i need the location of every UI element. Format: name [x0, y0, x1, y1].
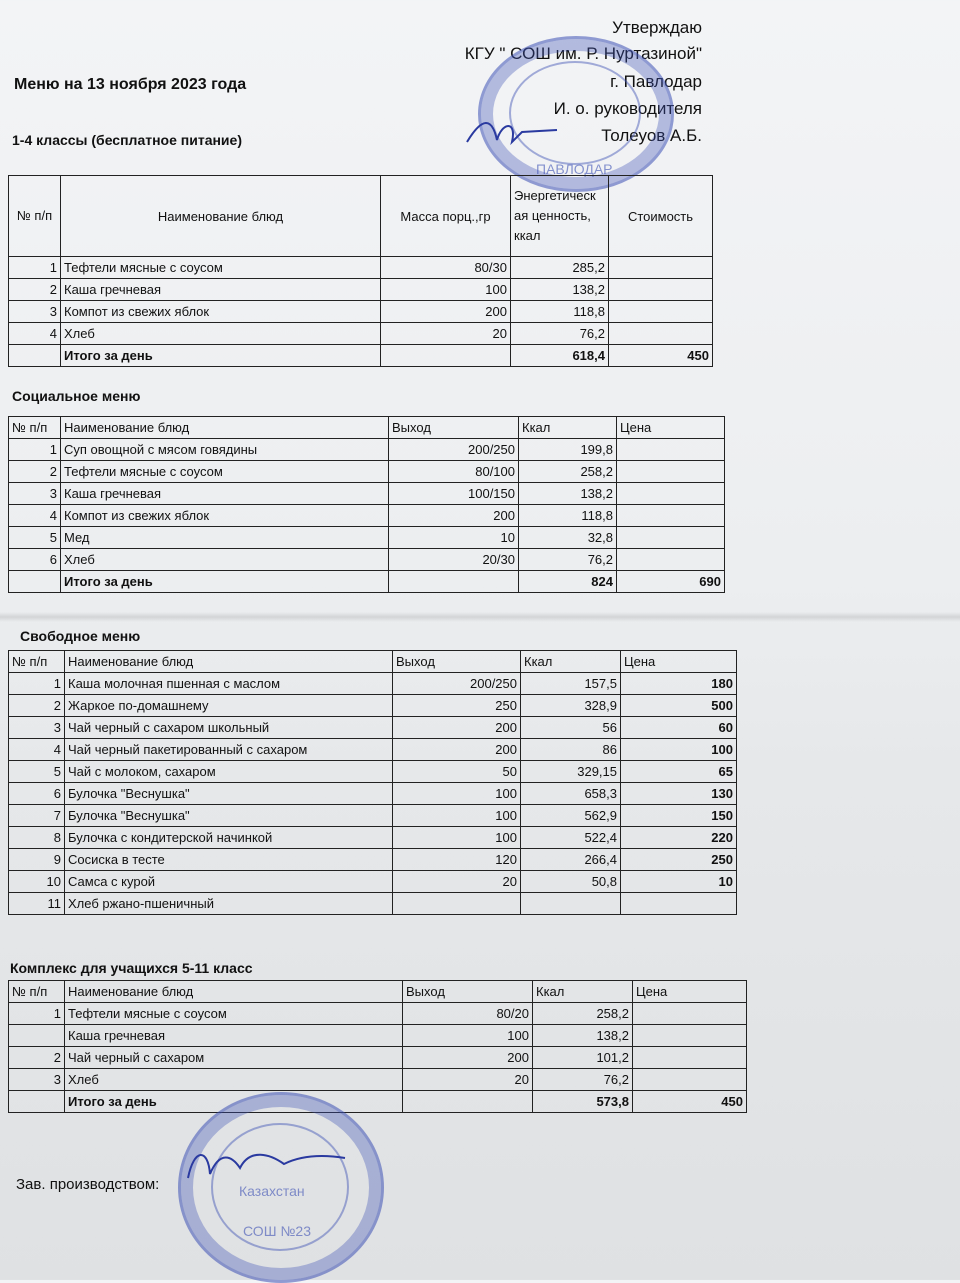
- cell-price: [609, 257, 713, 279]
- cell-out: 80/20: [403, 1003, 533, 1025]
- table-row: [9, 301, 713, 323]
- cell-name: Каша молочная пшенная с маслом: [65, 673, 393, 695]
- cell-n: 3: [9, 483, 61, 505]
- cell-name: Компот из свежих яблок: [61, 301, 381, 323]
- col-header-num: № п/п: [9, 417, 61, 439]
- approval-line-1: Утверждаю: [612, 18, 702, 37]
- col-header-out: Выход: [403, 981, 533, 1003]
- approval-line-3: г. Павлодар: [610, 72, 702, 91]
- table-row: [9, 1025, 747, 1047]
- cell-price: 130: [621, 783, 737, 805]
- table-row: [9, 893, 737, 915]
- cell-out: 20: [403, 1069, 533, 1091]
- cell-n: 4: [9, 323, 61, 345]
- cell-price: 250: [621, 849, 737, 871]
- cell-name: Хлеб: [61, 323, 381, 345]
- col-header-num: № п/п: [9, 981, 65, 1003]
- cell-n: 2: [9, 279, 61, 301]
- col-header-name: Наименование блюд: [61, 417, 389, 439]
- cell-out: 200/250: [389, 439, 519, 461]
- table-row: [9, 849, 737, 871]
- table-row: [9, 717, 737, 739]
- col-header-kcal: Ккал: [533, 981, 633, 1003]
- cell-name: Сосиска в тесте: [65, 849, 393, 871]
- total-price: 450: [633, 1091, 747, 1113]
- cell-name: Булочка с кондитерской начинкой: [65, 827, 393, 849]
- cell-out: 10: [389, 527, 519, 549]
- cell-price: [617, 549, 725, 571]
- signature-top: [462, 112, 562, 152]
- cell-mass: 20: [381, 323, 511, 345]
- cell-n: 1: [9, 1003, 65, 1025]
- cell-price: 180: [621, 673, 737, 695]
- col-header-price: Цена: [617, 417, 725, 439]
- cell-n: 5: [9, 527, 61, 549]
- cell-price: [633, 1069, 747, 1091]
- cell-kcal: 157,5: [521, 673, 621, 695]
- cell-out: 100: [403, 1025, 533, 1047]
- col-header-kcal: Ккал: [521, 651, 621, 673]
- table-row: [9, 505, 725, 527]
- cell-out: [393, 893, 521, 915]
- cell-n: 2: [9, 695, 65, 717]
- cell-price: [617, 439, 725, 461]
- col-header-name: Наименование блюд: [61, 176, 381, 257]
- cell-price: 500: [621, 695, 737, 717]
- table-row: [9, 257, 713, 279]
- cell-kcal: 76,2: [511, 323, 609, 345]
- cell-kcal: 658,3: [521, 783, 621, 805]
- cell-kcal: 138,2: [519, 483, 617, 505]
- cell-out: 20/30: [389, 549, 519, 571]
- cell-name: Мед: [61, 527, 389, 549]
- cell-out: 100: [393, 805, 521, 827]
- cell-kcal: 199,8: [519, 439, 617, 461]
- approval-line-4: И. о. руководителя: [553, 99, 702, 118]
- col-header-kcal: Энергетическ ая ценность, ккал: [511, 176, 609, 257]
- cell-name: Булочка "Веснушка": [65, 783, 393, 805]
- cell-mass: 200: [381, 301, 511, 323]
- cell-mass: 100: [381, 279, 511, 301]
- cell-price: 150: [621, 805, 737, 827]
- cell-kcal: 101,2: [533, 1047, 633, 1069]
- cell-name: Булочка "Веснушка": [65, 805, 393, 827]
- col-header-out: Выход: [393, 651, 521, 673]
- cell-name: Тефтели мясные с соусом: [61, 257, 381, 279]
- free-menu-title: Свободное меню: [20, 628, 141, 644]
- cell-name: Чай черный с сахаром: [65, 1047, 403, 1069]
- table-row: [9, 805, 737, 827]
- cell-kcal: 266,4: [521, 849, 621, 871]
- total-label: Итого за день: [61, 345, 381, 367]
- cell-out: 200: [393, 717, 521, 739]
- cell-name: Жаркое по-домашнему: [65, 695, 393, 717]
- cell-n: 4: [9, 505, 61, 527]
- col-header-price: Цена: [633, 981, 747, 1003]
- cell-kcal: 50,8: [521, 871, 621, 893]
- cell-name: Хлеб ржано-пшеничный: [65, 893, 393, 915]
- cell-kcal: 328,9: [521, 695, 621, 717]
- cell-kcal: [521, 893, 621, 915]
- cell-price: 60: [621, 717, 737, 739]
- cell-out: 20: [393, 871, 521, 893]
- cell-name: Чай с молоком, сахаром: [65, 761, 393, 783]
- cell-price: 100: [621, 739, 737, 761]
- cell-price: [617, 505, 725, 527]
- cell-price: [617, 483, 725, 505]
- cell-n: 5: [9, 761, 65, 783]
- table-row: [9, 1069, 747, 1091]
- cell-kcal: 562,9: [521, 805, 621, 827]
- page-subtitle: 1-4 классы (бесплатное питание): [12, 132, 242, 148]
- stamp-bottom-text: СОШ №23: [243, 1223, 312, 1239]
- cell-n: 3: [9, 717, 65, 739]
- stamp-bottom-inner: Казахстан: [239, 1183, 305, 1199]
- table-row: [9, 695, 737, 717]
- cell-n: 6: [9, 549, 61, 571]
- cell-out: 100/150: [389, 483, 519, 505]
- col-header-name: Наименование блюд: [65, 981, 403, 1003]
- cell-n: 2: [9, 1047, 65, 1069]
- table-row: [9, 527, 725, 549]
- total-price: 450: [609, 345, 713, 367]
- table-row: [9, 1003, 747, 1025]
- cell-kcal: 258,2: [533, 1003, 633, 1025]
- free-menu-table: [8, 650, 737, 915]
- total-kcal: 618,4: [511, 345, 609, 367]
- cell-n: 4: [9, 739, 65, 761]
- cell-n: 6: [9, 783, 65, 805]
- table-row: [9, 461, 725, 483]
- cell-kcal: 258,2: [519, 461, 617, 483]
- cell-n: 1: [9, 257, 61, 279]
- cell-name: Компот из свежих яблок: [61, 505, 389, 527]
- page-title: Меню на 13 ноября 2023 года: [14, 76, 247, 93]
- cell-price: [633, 1003, 747, 1025]
- cell-kcal: 522,4: [521, 827, 621, 849]
- cell-name: Самса с курой: [65, 871, 393, 893]
- cell-name: Чай черный пакетированный с сахаром: [65, 739, 393, 761]
- paper-fold: [0, 612, 960, 622]
- cell-out: 200: [389, 505, 519, 527]
- col-header-price: Цена: [621, 651, 737, 673]
- cell-name: Каша гречневая: [65, 1025, 403, 1047]
- table-row: [9, 1047, 747, 1069]
- table-row: [9, 739, 737, 761]
- table-row: [9, 783, 737, 805]
- social-menu-table: [8, 416, 725, 593]
- cell-price: [617, 461, 725, 483]
- cell-n: 1: [9, 439, 61, 461]
- cell-price: [617, 527, 725, 549]
- col-header-num: № п/п: [9, 176, 61, 257]
- col-header-mass: Масса порц.,гр: [381, 176, 511, 257]
- complex-table: [8, 980, 747, 1113]
- cell-name: Хлеб: [65, 1069, 403, 1091]
- cell-kcal: 86: [521, 739, 621, 761]
- cell-n: 1: [9, 673, 65, 695]
- table-row: [9, 323, 713, 345]
- cell-out: 200: [393, 739, 521, 761]
- cell-kcal: 118,8: [519, 505, 617, 527]
- cell-kcal: 138,2: [511, 279, 609, 301]
- table-row: [9, 483, 725, 505]
- cell-price: [609, 301, 713, 323]
- cell-price: [609, 279, 713, 301]
- cell-name: Хлеб: [61, 549, 389, 571]
- footer-label: Зав. производством:: [16, 1176, 160, 1193]
- col-header-name: Наименование блюд: [65, 651, 393, 673]
- col-header-kcal: Ккал: [519, 417, 617, 439]
- cell-n: 2: [9, 461, 61, 483]
- cell-n: 10: [9, 871, 65, 893]
- table-row: [9, 827, 737, 849]
- cell-n: 11: [9, 893, 65, 915]
- cell-name: Каша гречневая: [61, 279, 381, 301]
- cell-name: Тефтели мясные с соусом: [61, 461, 389, 483]
- cell-out: 200: [403, 1047, 533, 1069]
- total-price: 690: [617, 571, 725, 593]
- total-kcal: 573,8: [533, 1091, 633, 1113]
- col-header-price: Стоимость: [609, 176, 713, 257]
- cell-price: [633, 1025, 747, 1047]
- cell-out: 100: [393, 827, 521, 849]
- free-meal-table: [8, 175, 713, 367]
- cell-price: [633, 1047, 747, 1069]
- cell-mass: 80/30: [381, 257, 511, 279]
- cell-out: 50: [393, 761, 521, 783]
- cell-kcal: 76,2: [519, 549, 617, 571]
- col-header-num: № п/п: [9, 651, 65, 673]
- col-header-out: Выход: [389, 417, 519, 439]
- stamp-top-text: ПАВЛОДАР: [536, 161, 613, 177]
- table-row: [9, 549, 725, 571]
- cell-price: 10: [621, 871, 737, 893]
- cell-name: Каша гречневая: [61, 483, 389, 505]
- cell-name: Чай черный с сахаром школьный: [65, 717, 393, 739]
- cell-name: Суп овощной с мясом говядины: [61, 439, 389, 461]
- cell-price: 65: [621, 761, 737, 783]
- cell-out: 250: [393, 695, 521, 717]
- cell-kcal: 56: [521, 717, 621, 739]
- social-menu-title: Социальное меню: [12, 388, 141, 404]
- cell-out: 80/100: [389, 461, 519, 483]
- cell-kcal: 329,15: [521, 761, 621, 783]
- table-row: [9, 871, 737, 893]
- cell-kcal: 76,2: [533, 1069, 633, 1091]
- cell-kcal: 118,8: [511, 301, 609, 323]
- approval-line-5: Толеуов А.Б.: [601, 126, 702, 145]
- cell-n: 3: [9, 1069, 65, 1091]
- table-row: [9, 439, 725, 461]
- table-row: [9, 279, 713, 301]
- signature-bottom: [180, 1138, 350, 1188]
- cell-price: [609, 323, 713, 345]
- cell-n: 8: [9, 827, 65, 849]
- complex-title: Комплекс для учащихся 5-11 класс: [10, 960, 253, 976]
- cell-kcal: 285,2: [511, 257, 609, 279]
- total-kcal: 824: [519, 571, 617, 593]
- cell-out: 100: [393, 783, 521, 805]
- approval-line-2: КГУ " СОШ им. Р. Нуртазиной": [464, 44, 702, 63]
- cell-name: Тефтели мясные с соусом: [65, 1003, 403, 1025]
- cell-price: 220: [621, 827, 737, 849]
- cell-out: 200/250: [393, 673, 521, 695]
- cell-kcal: 138,2: [533, 1025, 633, 1047]
- cell-kcal: 32,8: [519, 527, 617, 549]
- cell-price: [621, 893, 737, 915]
- cell-n: 7: [9, 805, 65, 827]
- cell-n: [9, 1025, 65, 1047]
- total-label: Итого за день: [61, 571, 389, 593]
- cell-n: 3: [9, 301, 61, 323]
- total-label: Итого за день: [65, 1091, 403, 1113]
- cell-n: 9: [9, 849, 65, 871]
- cell-out: 120: [393, 849, 521, 871]
- table-row: [9, 673, 737, 695]
- table-row: [9, 761, 737, 783]
